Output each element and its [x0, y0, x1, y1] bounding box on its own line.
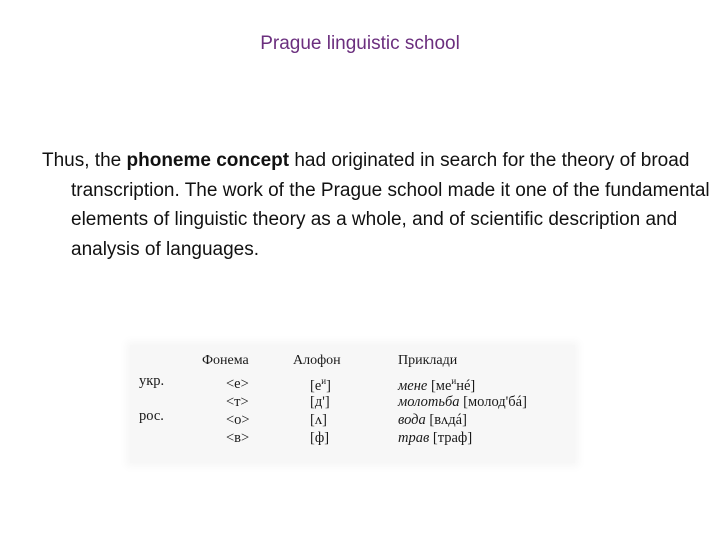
example-transcription: [траф]	[432, 430, 473, 446]
header-allophone: Алофон	[293, 353, 341, 368]
allophone-text: [е	[310, 377, 322, 394]
body-paragraph	[42, 146, 711, 264]
paragraph-lead: Thus, the	[42, 150, 127, 171]
row-label-rus: рос.	[139, 408, 164, 424]
allophone-close-bracket: ]	[326, 377, 331, 394]
phoneme-cell: <в>	[226, 430, 250, 446]
example-cell	[398, 394, 527, 411]
phoneme-cell: <о>	[226, 412, 250, 428]
example-cell	[398, 376, 475, 395]
paragraph-rest: had originated in search for the theory of broad transcription. The work of the Prague school made it one of the fundamental elements of linguistic theory as a whole, and of scientific description and analysis of languages.	[71, 150, 710, 260]
phoneme-cell: <е>	[226, 376, 249, 392]
header-phoneme: Фонема	[202, 353, 249, 368]
example-transcription-end: нé]	[456, 377, 476, 394]
row-label-ukr: укр.	[139, 373, 165, 389]
header-examples: Приклади	[398, 353, 458, 368]
slide-title: Prague linguistic school	[260, 33, 460, 54]
example-superscript: и	[451, 376, 457, 386]
allophone-cell: [д']	[310, 394, 330, 410]
example-transcription: [ме	[430, 377, 452, 394]
allophone-cell: [ф]	[310, 430, 330, 446]
allophone-superscript: и	[321, 376, 327, 386]
example-cell	[398, 412, 467, 429]
example-transcription: [вʌдá]	[429, 412, 467, 428]
paragraph-term: phoneme concept	[126, 150, 290, 171]
phoneme-cell: <т>	[226, 394, 249, 410]
phoneme-table-image	[130, 345, 575, 463]
example-word: мене	[398, 377, 428, 394]
example-word: вода	[398, 412, 426, 428]
allophone-cell: [ʌ]	[310, 412, 327, 428]
example-word: трав	[398, 430, 430, 446]
allophone-cell	[310, 376, 331, 395]
example-word: молотьба	[398, 394, 460, 410]
example-transcription: [молод'бá]	[463, 394, 527, 410]
example-cell	[398, 430, 472, 447]
